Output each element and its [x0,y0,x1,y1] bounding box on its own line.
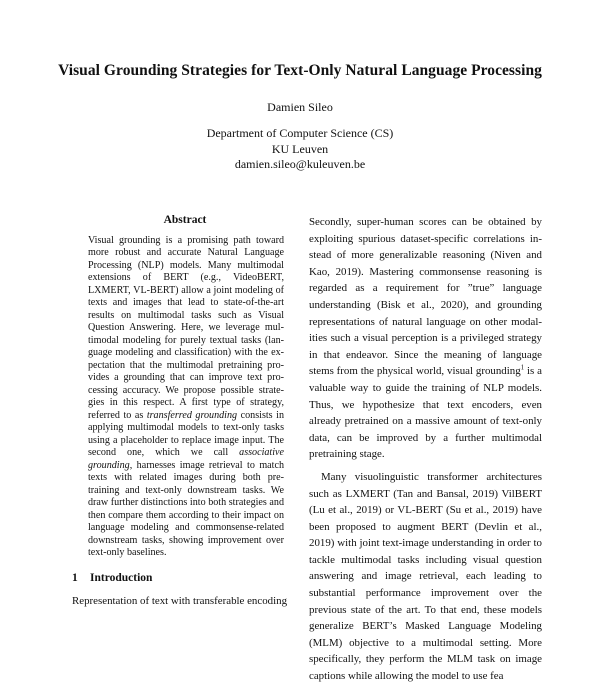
author-email[interactable]: damien.sileo@kuleuven.be [234,157,366,171]
introduction-paragraph: Representation of text with transferable encoding [72,594,288,607]
body-paragraph-2: Many visuolinguistic transformer architectures such as LXMERT (Tan and Bansal, 2019) VilBERT (Lu et al., 2019) or VL-BERT (Su et al., 2019) have been proposed to augment BERT (Devlin et al., 2019) with joint text-image understanding in order to tackle multimodal tasks including visual question answering and image retrieval, each leading to substantial performance improvement over the previous state of the art. To that end, these models generalize BERT’s Masked Language Modeling (MLM) objective to a multimodal setting. More specifically, they perform the MLM task on image captions while allowing the model to use fea [309,470,542,683]
abstract-text-part: Visual grounding is a promising path toward more robust and accurate Natural Language Processing (NLP) models. Many multimodal extensions of BERT (e.g., VideoBERT, LXMERT, VL-BERT) allow a joint modeling of texts and images that lead to state-of-the-art results on multimodal tasks such as Visual Question Answering. Here, we leverage multimodal modeling for purely textual tasks (language modeling and classification) with the expectation that the multimodal pretraining provides a grounding that can improve text processing accuracy. We propose possible strategies in this respect. A first type of strategy, referred to as [88,234,284,421]
department: Department of Computer Science (CS) [206,126,394,140]
left-column [72,214,298,609]
body-paragraph-1 [309,214,542,463]
footnote-marker[interactable]: 1 [520,363,525,372]
abstract-text [88,235,284,560]
body-text-part: Secondly, super-human scores can be obtained by exploiting spurious dataset-specific correlations instead of more generalizable reasoning (Niven and Kao, 2019). Mastering commonsense reasoning is regarded as a requirement for ”true” language understanding (Bisk et al., 2020), and grounding representations of natural language on other modalities such a visual perception is a privileged strategy in that endeavor. Since the meaning of language stems from the physical world, visual grounding [309,216,542,378]
author-affiliation [0,126,600,173]
abstract-term-transferred-grounding: transferred grounding [146,409,238,421]
abstract-heading: Abstract [163,214,207,226]
abstract-text-part: , harnesses image retrieval to match texts with related images during both pretraining and text-only downstream tasks. We draw further distinctions into both strategies and then compare them according to their impact on language modeling and commonsense-related downstream tasks, showing improvement over text-only baselines. [88,459,284,559]
abstract-text-part: consists in applying multimodal models to text-only tasks using a placeholder to replace image input. The second one, which we call [88,409,284,459]
paper-title: Visual Grounding Strategies for Text-Only Natural Language Processing [58,62,542,79]
author-name: Damien Sileo [267,100,333,114]
section-heading-introduction [72,572,298,585]
section-title: Introduction [90,571,153,584]
section-number: 1 [72,571,78,584]
right-column [309,214,542,685]
institution: KU Leuven [271,141,329,156]
abstract-term-associative-grounding: associative grounding [88,447,284,471]
body-text-part: is a valuable way to guide the training of NLP models. Thus, we hypothesize that text encoders, even already pretrained on a massive amount of text-only data, can be improved by a further multimodal pretraining stage. [309,365,542,461]
